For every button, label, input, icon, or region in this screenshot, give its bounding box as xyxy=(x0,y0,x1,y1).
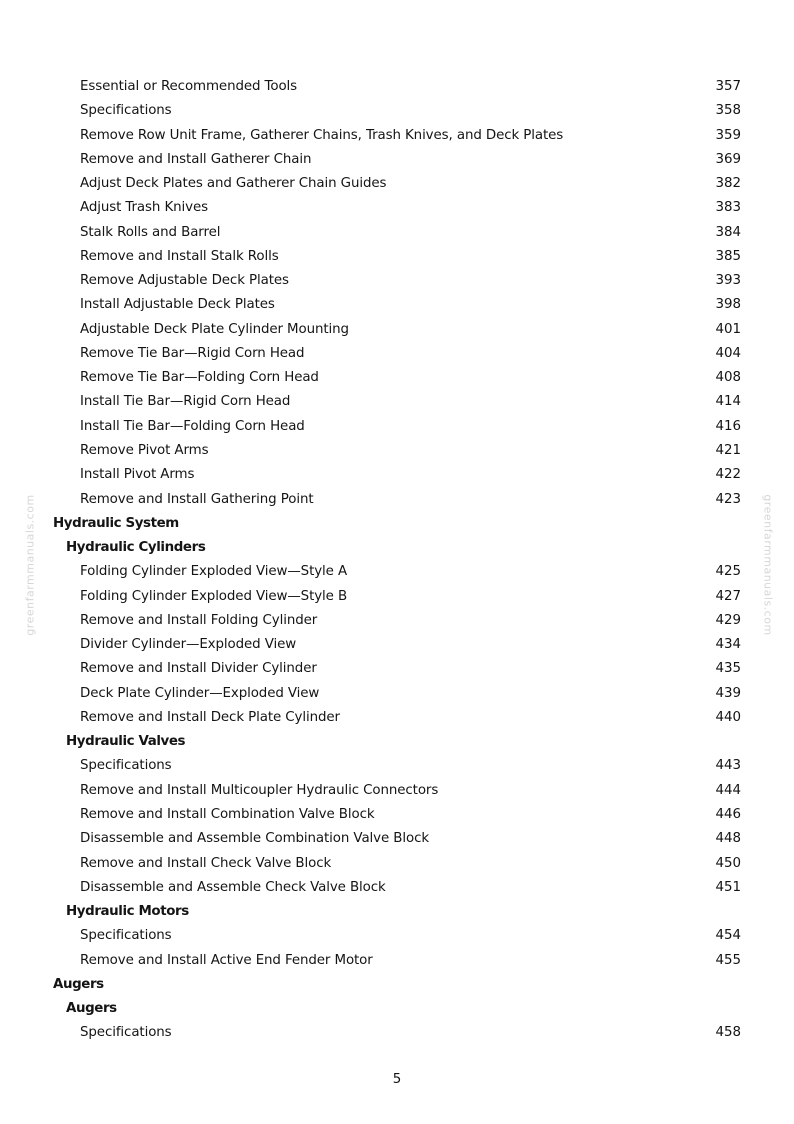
toc-entry-page: 455 xyxy=(715,952,741,968)
toc-entry-title: Remove and Install Check Valve Block xyxy=(80,855,332,871)
toc-entry xyxy=(0,366,794,390)
toc-entry xyxy=(0,682,794,706)
toc-entry-page: 414 xyxy=(715,394,741,410)
toc-entry xyxy=(0,706,794,730)
toc-entry-title: Adjust Trash Knives xyxy=(80,200,208,216)
toc-entry-page: 425 xyxy=(715,564,741,580)
toc-entry xyxy=(0,1021,794,1045)
toc-entry-title: Install Tie Bar—Folding Corn Head xyxy=(80,418,305,434)
toc-entry-title: Divider Cylinder—Exploded View xyxy=(80,637,297,653)
toc-entry-title: Hydraulic Motors xyxy=(66,904,189,920)
toc-entry-page: 435 xyxy=(715,661,741,677)
toc-entry-title: Remove Tie Bar—Rigid Corn Head xyxy=(80,345,305,361)
toc-entry-page: 454 xyxy=(715,928,741,944)
toc-entry-page: 439 xyxy=(715,685,741,701)
toc-entry-title: Hydraulic Cylinders xyxy=(66,540,206,556)
toc-entry-title: Augers xyxy=(53,976,104,992)
toc-subsection-heading xyxy=(0,730,794,754)
toc-entry xyxy=(0,585,794,609)
toc-entry xyxy=(0,779,794,803)
toc-entry xyxy=(0,318,794,342)
toc-entry-title: Install Tie Bar—Rigid Corn Head xyxy=(80,394,291,410)
toc-entry-title: Disassemble and Assemble Combination Valve Block xyxy=(80,831,430,847)
toc-entry-page: 423 xyxy=(715,491,741,507)
toc-entry xyxy=(0,99,794,123)
toc-entry-page: 422 xyxy=(715,467,741,483)
toc-entry-title: Install Pivot Arms xyxy=(80,467,195,483)
toc-entry-page: 429 xyxy=(715,612,741,628)
toc-entry-title: Stalk Rolls and Barrel xyxy=(80,224,221,240)
toc-entry-title: Augers xyxy=(66,1001,117,1017)
toc-entry-page: 401 xyxy=(715,321,741,337)
toc-subsection-heading xyxy=(0,536,794,560)
toc-entry xyxy=(0,75,794,99)
toc-entry-title: Adjustable Deck Plate Cylinder Mounting xyxy=(80,321,349,337)
toc-entry-title: Essential or Recommended Tools xyxy=(80,79,298,94)
toc-entry xyxy=(0,754,794,778)
toc-entry-title: Specifications xyxy=(80,1025,172,1041)
toc-entry xyxy=(0,852,794,876)
toc-entry-title: Remove and Install Divider Cylinder xyxy=(80,661,317,677)
toc-entry-page: 427 xyxy=(715,588,741,604)
toc-entry-title: Remove and Install Gathering Point xyxy=(80,491,314,507)
toc-entry-page: 384 xyxy=(715,224,741,240)
toc-entry xyxy=(0,245,794,269)
toc-entry-page: 458 xyxy=(715,1025,741,1041)
toc-entry xyxy=(0,463,794,487)
toc-entry-title: Disassemble and Assemble Check Valve Block xyxy=(80,879,386,895)
toc-entry-page: 398 xyxy=(715,297,741,313)
toc-entry xyxy=(0,924,794,948)
toc-entry xyxy=(0,633,794,657)
toc-entry-title: Hydraulic Valves xyxy=(66,734,186,750)
toc-entry-page: 421 xyxy=(715,442,741,458)
toc-entry xyxy=(0,657,794,681)
toc-entry-title: Remove Adjustable Deck Plates xyxy=(80,273,289,289)
toc-entry-page: 404 xyxy=(715,345,741,361)
toc-entry xyxy=(0,949,794,973)
toc-entry-title: Hydraulic System xyxy=(53,515,179,531)
toc-entry-page: 408 xyxy=(715,370,741,386)
toc-entry-page: 359 xyxy=(715,127,741,143)
toc-entry-title: Remove and Install Multicoupler Hydraulic Connectors xyxy=(80,782,439,798)
toc-entry xyxy=(0,221,794,245)
toc-entry-title: Remove and Install Gatherer Chain xyxy=(80,151,312,167)
toc-entry-page: 385 xyxy=(715,248,741,264)
toc-entry-page: 416 xyxy=(715,418,741,434)
toc-entry xyxy=(0,876,794,900)
toc-entry-title: Remove and Install Active End Fender Motor xyxy=(80,952,373,968)
toc-entry-title: Remove and Install Folding Cylinder xyxy=(80,612,318,628)
toc-entry-title: Remove Tie Bar—Folding Corn Head xyxy=(80,370,319,386)
toc-entry-title: Specifications xyxy=(80,758,172,774)
watermark-right: greenfarmmanuals.com xyxy=(761,494,775,636)
toc-entry-page: 383 xyxy=(715,200,741,216)
toc-entry-title: Remove and Install Deck Plate Cylinder xyxy=(80,709,340,725)
toc-entry-title: Adjust Deck Plates and Gatherer Chain Guides xyxy=(80,176,387,192)
toc-entry-page: 369 xyxy=(715,151,741,167)
toc-entry-page: 451 xyxy=(715,879,741,895)
toc-entry xyxy=(0,269,794,293)
toc-entry xyxy=(0,293,794,317)
toc-entry-page: 358 xyxy=(715,103,741,119)
toc-subsection-heading xyxy=(0,900,794,924)
toc-entry-title: Remove Row Unit Frame, Gatherer Chains, Trash Knives, and Deck Plates xyxy=(80,127,564,143)
toc-entry-page: 440 xyxy=(715,709,741,725)
toc-entry xyxy=(0,342,794,366)
toc-entry xyxy=(0,803,794,827)
toc-entry xyxy=(0,439,794,463)
toc-entry-page: 357 xyxy=(715,79,741,94)
table-of-contents xyxy=(0,75,794,1046)
toc-entry-page: 448 xyxy=(715,831,741,847)
toc-entry xyxy=(0,609,794,633)
toc-entry-page: 393 xyxy=(715,273,741,289)
toc-entry xyxy=(0,488,794,512)
toc-section-heading xyxy=(0,512,794,536)
toc-entry-title: Remove Pivot Arms xyxy=(80,442,209,458)
toc-entry-title: Specifications xyxy=(80,103,172,119)
toc-entry xyxy=(0,196,794,220)
toc-entry xyxy=(0,827,794,851)
toc-entry xyxy=(0,148,794,172)
toc-entry-page: 446 xyxy=(715,806,741,822)
toc-entry-page: 443 xyxy=(715,758,741,774)
toc-entry xyxy=(0,415,794,439)
toc-section-heading xyxy=(0,973,794,997)
toc-entry-title: Remove and Install Combination Valve Block xyxy=(80,806,375,822)
toc-entry-title: Folding Cylinder Exploded View—Style B xyxy=(80,588,348,604)
toc-entry xyxy=(0,124,794,148)
toc-entry-page: 434 xyxy=(715,637,741,653)
toc-entry xyxy=(0,172,794,196)
toc-entry-title: Specifications xyxy=(80,928,172,944)
page-number: 5 xyxy=(392,1072,402,1087)
watermark-left: greenfarmmanuals.com xyxy=(23,494,37,636)
toc-entry-page: 382 xyxy=(715,176,741,192)
toc-entry xyxy=(0,560,794,584)
toc-entry-title: Deck Plate Cylinder—Exploded View xyxy=(80,685,320,701)
toc-entry xyxy=(0,390,794,414)
toc-entry-title: Install Adjustable Deck Plates xyxy=(80,297,275,313)
toc-entry-title: Remove and Install Stalk Rolls xyxy=(80,248,279,264)
toc-entry-page: 450 xyxy=(715,855,741,871)
toc-subsection-heading xyxy=(0,997,794,1021)
toc-entry-page: 444 xyxy=(715,782,741,798)
toc-entry-title: Folding Cylinder Exploded View—Style A xyxy=(80,564,348,580)
